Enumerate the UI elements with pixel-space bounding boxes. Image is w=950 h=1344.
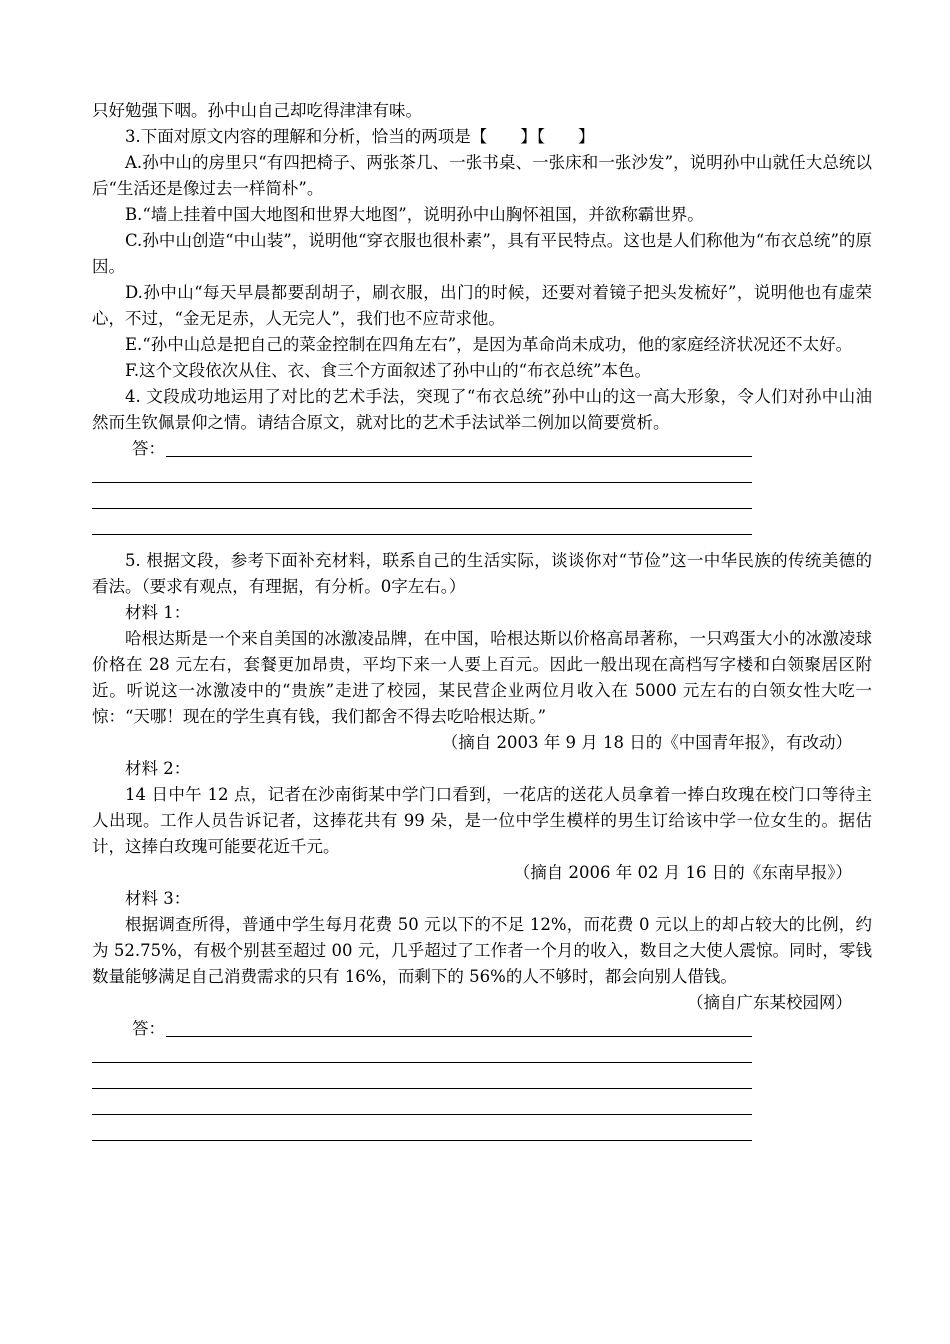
- answer-line[interactable]: [92, 1016, 752, 1042]
- q3-option-d: D.孙中山“每天早晨都要刮胡子，刷衣服，出门的时候，还要对着镜子把头发梳好”，说明他也有虚荣心，不过，“金无足赤，人无完人”，我们也不应苛求他。: [92, 283, 872, 328]
- answer-line[interactable]: [92, 436, 752, 462]
- q3-option-b: B.“墙上挂着中国大地图和世界大地图”，说明孙中山胸怀祖国，并欲称霸世界。: [125, 205, 704, 224]
- material-3-text: 根据调查所得，普通中学生每月花费 50 元以下的不足 12%，而花费 0 元以上的却占较大的比例，约为 52.75%，有极个别甚至超过 00 元，几乎超过了工作者一个月的收入，数目之大使人震惊。同时，零钱数量能够满足自己消费需求的只有 16%，而剩下的 56%的人不够时，都会向别人借钱。: [92, 915, 872, 986]
- answer-underline: [92, 508, 752, 509]
- material-1-text: 哈根达斯是一个来自美国的冰激凌品牌，在中国，哈根达斯以价格高昂著称，一只鸡蛋大小的冰激凌球价格在 28 元左右，套餐更加昂贵，平均下来一人要上百元。因此一般出现在高档写字楼和白领聚居区附近。听说这一冰激凌中的“贵族”走进了校园，某民营企业两位月收入在 5000 元左右的白领女性大吃一惊：“天哪！现在的学生真有钱，我们都舍不得去吃哈根达斯。”: [92, 629, 872, 726]
- q3-option-f: F.这个文段依次从住、衣、食三个方面叙述了孙中山的“布衣总统”本色。: [125, 361, 651, 380]
- material-2-text: 14 日中午 12 点，记者在沙南街某中学门口看到，一花店的送花人员拿着一捧白玫瑰在校门口等待主人出现。工作人员告诉记者，这捧花共有 99 朵，是一位中学生模样的男生订给该中学一位女生的。据估计，这捧白玫瑰可能要花近千元。: [92, 785, 872, 856]
- answer-underline: [92, 534, 752, 535]
- answer-line[interactable]: [92, 514, 752, 540]
- answer-line[interactable]: [92, 1120, 752, 1146]
- material-3-title: 材料 3：: [125, 889, 191, 908]
- answer-underline: [92, 1140, 752, 1141]
- q3-option-e: E.“孙中山总是把自己的菜金控制在四角左右”，是因为革命尚未成功，他的家庭经济状况还不太好。: [125, 335, 853, 354]
- answer-label: 答：: [132, 439, 165, 458]
- q3-stem: 3.下面对原文内容的理解和分析，恰当的两项是【 】【 】: [125, 127, 595, 146]
- answer-line[interactable]: [92, 1094, 752, 1120]
- answer-underline: [92, 1088, 752, 1089]
- answer-label: 答：: [132, 1019, 165, 1038]
- answer-line[interactable]: [92, 462, 752, 488]
- answer-underline: [166, 456, 752, 457]
- answer-underline: [92, 1062, 752, 1063]
- q4-answer-area[interactable]: [92, 436, 752, 540]
- q3-option-a: A.孙中山的房里只“有四把椅子、两张茶几、一张书桌、一张床和一张沙发”，说明孙中山就任大总统以后“生活还是像过去一样简朴”。: [92, 153, 872, 198]
- material-2-title: 材料 2：: [125, 759, 191, 778]
- document-content: [92, 98, 872, 1154]
- intro-end: 只好勉强下咽。孙中山自己却吃得津津有味。: [92, 101, 422, 120]
- answer-line[interactable]: [92, 1068, 752, 1094]
- q3-option-c: C.孙中山创造“中山装”，说明他“穿衣服也很朴素”，具有平民特点。这也是人们称他为“布衣总统”的原因。: [92, 231, 872, 276]
- material-1-source: （摘自 2003 年 9 月 18 日的《中国青年报》，有改动）: [441, 733, 852, 752]
- answer-underline: [166, 1036, 752, 1037]
- answer-line[interactable]: [92, 488, 752, 514]
- q5-stem: 5. 根据文段，参考下面补充材料，联系自己的生活实际，谈谈你对“节俭”这一中华民族的传统美德的看法。（要求有观点，有理据，有分析。0字左右。）: [92, 551, 872, 596]
- q4-stem: 4. 文段成功地运用了对比的艺术手法，突现了“布衣总统”孙中山的这一高大形象，令人们对孙中山油然而生钦佩景仰之情。请结合原文，就对比的艺术手法试举二例加以简要赏析。: [92, 387, 872, 432]
- answer-underline: [92, 482, 752, 483]
- material-3-source: （摘自广东某校园网）: [687, 993, 852, 1012]
- material-1-title: 材料 1：: [125, 603, 191, 622]
- q5-answer-area[interactable]: [92, 1016, 752, 1146]
- answer-line[interactable]: [92, 1042, 752, 1068]
- material-2-source: （摘自 2006 年 02 月 16 日的《东南早报》）: [513, 863, 852, 882]
- answer-underline: [92, 1114, 752, 1115]
